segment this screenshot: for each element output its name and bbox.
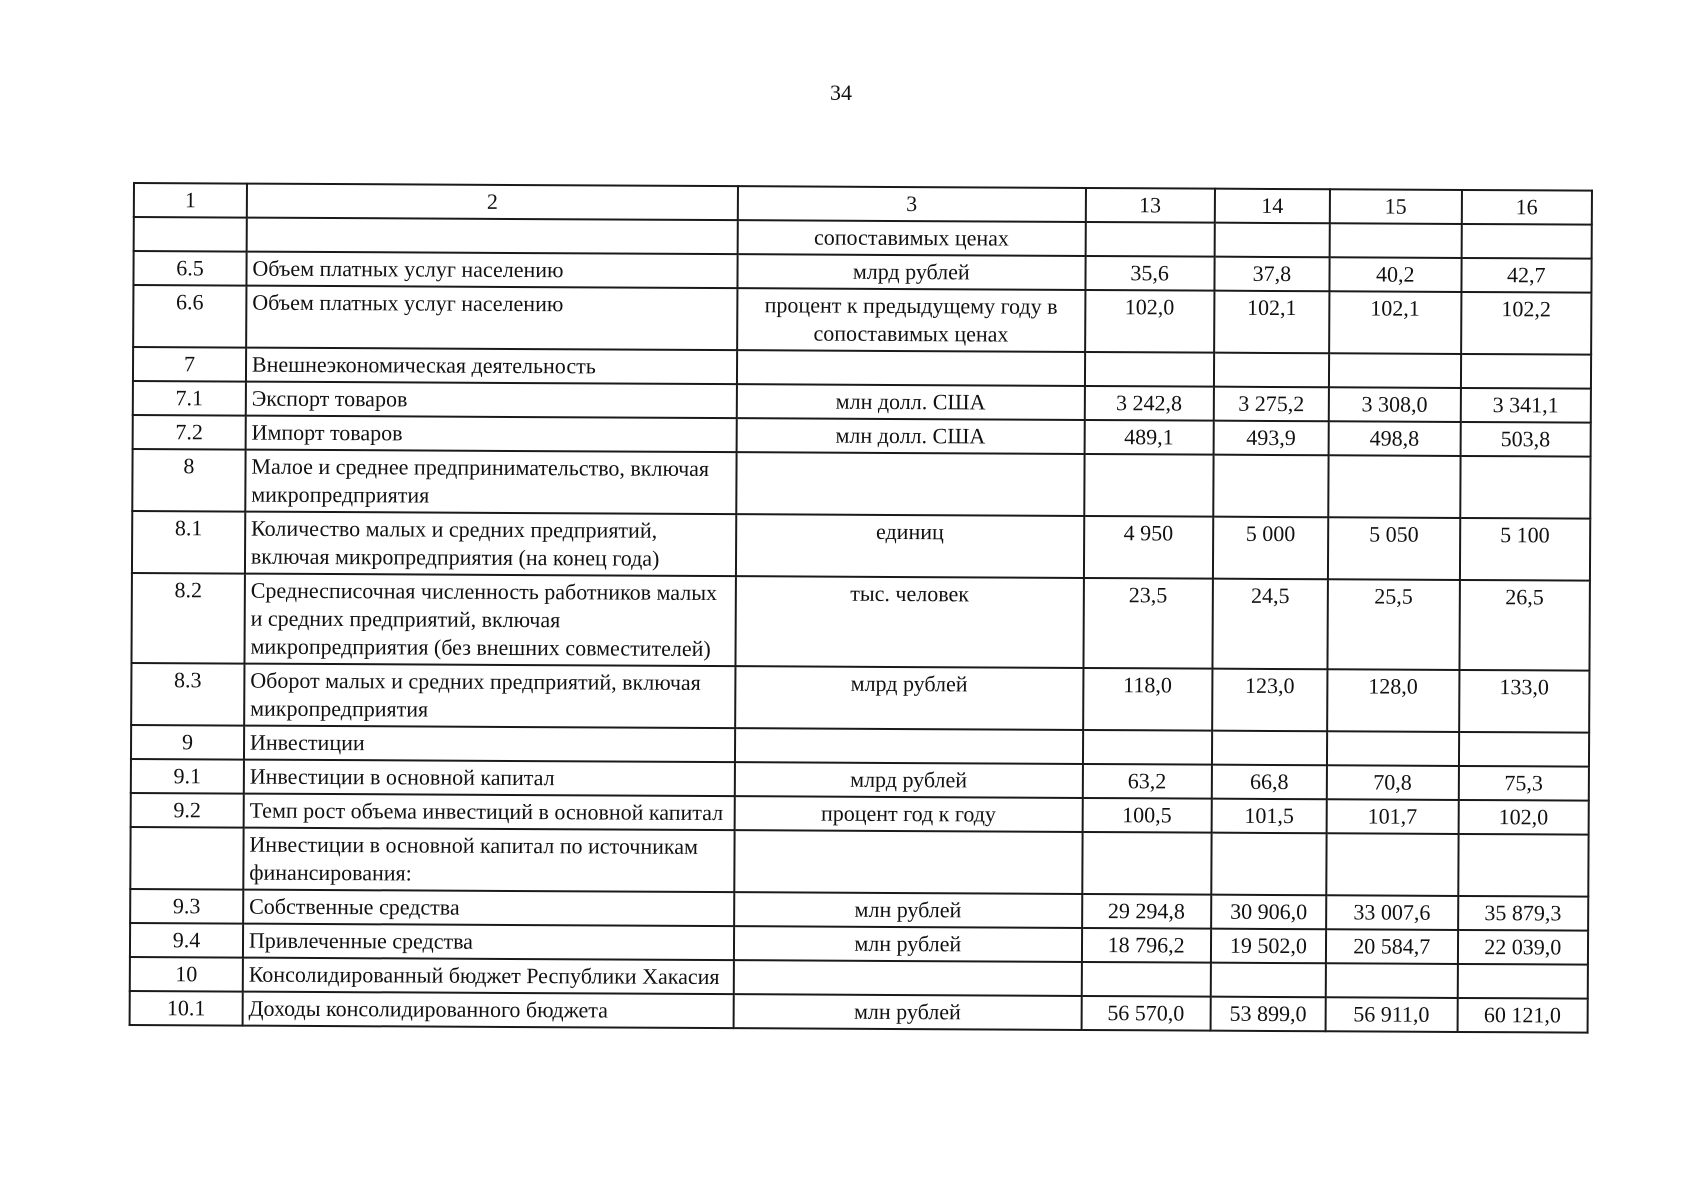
value-col-15-cell: 20 584,7 xyxy=(1326,929,1458,964)
header-cell-col-3: 3 xyxy=(738,186,1086,222)
value-col-15-cell: 5 050 xyxy=(1328,517,1460,580)
value-col-14-cell: 53 899,0 xyxy=(1210,997,1325,1032)
value-col-15-cell xyxy=(1327,731,1459,766)
value-col-16-cell: 42,7 xyxy=(1461,258,1592,293)
value-col-13-cell: 3 242,8 xyxy=(1084,386,1214,421)
row-number-cell: 8 xyxy=(132,449,245,512)
value-col-14-cell: 3 275,2 xyxy=(1214,387,1329,422)
value-col-16-cell: 35 879,3 xyxy=(1458,896,1589,931)
value-col-14-cell: 102,1 xyxy=(1214,291,1329,354)
value-col-16-cell xyxy=(1458,834,1589,897)
value-col-13-cell: 29 294,8 xyxy=(1082,894,1212,929)
row-number-cell: 8.1 xyxy=(132,511,245,574)
row-number-cell: 10.1 xyxy=(130,991,243,1026)
value-col-14-cell xyxy=(1214,353,1329,388)
row-number-cell: 9.4 xyxy=(130,923,243,958)
value-col-14-cell xyxy=(1211,833,1326,896)
row-number-cell: 8.2 xyxy=(131,573,244,664)
value-col-16-cell: 3 341,1 xyxy=(1460,388,1591,423)
indicator-name-cell: Собственные средства xyxy=(243,890,734,927)
row-number-cell xyxy=(130,827,243,890)
value-col-16-cell: 102,2 xyxy=(1461,292,1592,355)
value-col-15-cell xyxy=(1326,963,1458,998)
value-col-15-cell: 33 007,6 xyxy=(1326,895,1458,930)
unit-cell: тыс. человек xyxy=(735,576,1083,668)
value-col-13-cell: 489,1 xyxy=(1084,420,1214,455)
value-col-13-cell: 18 796,2 xyxy=(1081,928,1211,963)
table-row xyxy=(133,285,1591,355)
indicator-name-cell: Экспорт товаров xyxy=(246,382,737,419)
row-number-cell: 8.3 xyxy=(131,663,244,726)
value-col-16-cell: 22 039,0 xyxy=(1457,930,1588,965)
indicator-name-cell: Консолидированный бюджет Республики Хакасия xyxy=(243,958,734,995)
value-col-13-cell xyxy=(1082,730,1212,765)
unit-cell: сопоставимых ценах xyxy=(738,220,1086,256)
unit-cell: млн рублей xyxy=(734,994,1082,1030)
row-number-cell: 9.2 xyxy=(131,793,244,828)
unit-cell: млн долл. США xyxy=(737,384,1085,420)
unit-cell xyxy=(734,830,1082,894)
value-col-14-cell: 123,0 xyxy=(1212,669,1327,732)
row-number-cell: 9.3 xyxy=(130,889,243,924)
value-col-15-cell: 3 308,0 xyxy=(1329,387,1461,422)
value-col-15-cell: 25,5 xyxy=(1327,579,1459,670)
indicator-name-cell: Объем платных услуг населению xyxy=(246,286,737,351)
value-col-15-cell xyxy=(1328,455,1460,518)
indicator-name-cell: Инвестиции в основной капитал по источникам финансирования: xyxy=(243,828,734,893)
value-col-14-cell xyxy=(1213,455,1328,518)
value-col-14-cell xyxy=(1214,223,1329,258)
row-number-cell: 9 xyxy=(131,725,244,760)
value-col-16-cell xyxy=(1460,354,1591,389)
row-number-cell: 7.1 xyxy=(133,381,246,416)
value-col-15-cell: 101,7 xyxy=(1327,799,1459,834)
unit-cell: млн рублей xyxy=(734,926,1082,962)
unit-cell: процент к предыдущему году в сопоставимых ценах xyxy=(737,288,1085,352)
unit-cell: млн рублей xyxy=(734,892,1082,928)
indicator-name-cell: Привлеченные средства xyxy=(243,924,734,961)
value-col-14-cell: 5 000 xyxy=(1213,517,1328,580)
value-col-16-cell: 60 121,0 xyxy=(1457,998,1588,1033)
unit-cell: млрд рублей xyxy=(735,666,1083,730)
page-number: 34 xyxy=(830,80,852,105)
indicator-name-cell: Инвестиции в основной капитал xyxy=(244,760,735,797)
value-col-13-cell: 63,2 xyxy=(1082,764,1212,799)
table-row xyxy=(132,449,1590,519)
value-col-14-cell: 66,8 xyxy=(1212,765,1327,800)
header-cell-col-14: 14 xyxy=(1215,189,1330,224)
indicators-table xyxy=(129,182,1593,1034)
table-row xyxy=(131,573,1589,671)
row-number-cell: 6.5 xyxy=(133,251,246,286)
value-col-16-cell: 75,3 xyxy=(1458,766,1589,801)
value-col-14-cell xyxy=(1211,963,1326,998)
value-col-16-cell xyxy=(1457,964,1588,999)
row-number-cell: 9.1 xyxy=(131,759,244,794)
value-col-15-cell: 56 911,0 xyxy=(1326,997,1458,1032)
table-row xyxy=(132,511,1590,581)
header-cell-col-13: 13 xyxy=(1085,188,1215,223)
indicators-table-wrapper xyxy=(129,182,1593,1034)
value-col-15-cell: 498,8 xyxy=(1329,421,1461,456)
value-col-13-cell: 102,0 xyxy=(1085,290,1215,353)
value-col-16-cell: 5 100 xyxy=(1459,518,1590,581)
indicator-name-cell: Объем платных услуг населению xyxy=(246,252,737,289)
indicator-name-cell: Оборот малых и средних предприятий, включая микропредприятия xyxy=(244,664,735,729)
value-col-16-cell: 503,8 xyxy=(1460,422,1591,457)
unit-cell xyxy=(737,350,1085,386)
unit-cell: млрд рублей xyxy=(737,254,1085,290)
value-col-14-cell: 19 502,0 xyxy=(1211,929,1326,964)
indicator-name-cell xyxy=(247,218,738,255)
unit-cell xyxy=(736,452,1084,516)
value-col-15-cell xyxy=(1329,353,1461,388)
value-col-13-cell xyxy=(1085,222,1215,257)
unit-cell: млн долл. США xyxy=(737,418,1085,454)
row-number-cell: 7.2 xyxy=(133,415,246,450)
row-number-cell: 7 xyxy=(133,347,246,382)
value-col-14-cell: 101,5 xyxy=(1211,799,1326,834)
value-col-16-cell xyxy=(1458,732,1589,767)
indicator-name-cell: Инвестиции xyxy=(244,726,735,763)
unit-cell xyxy=(734,960,1082,996)
indicator-name-cell: Малое и среднее предпринимательство, включая микропредприятия xyxy=(245,450,736,515)
unit-cell: единиц xyxy=(736,514,1084,578)
value-col-13-cell: 4 950 xyxy=(1083,516,1213,579)
value-col-13-cell: 23,5 xyxy=(1083,578,1213,669)
value-col-14-cell xyxy=(1212,731,1327,766)
header-cell-col-15: 15 xyxy=(1330,189,1462,224)
value-col-13-cell xyxy=(1081,962,1211,997)
value-col-15-cell xyxy=(1330,223,1462,258)
table-row xyxy=(130,991,1588,1033)
row-number-cell xyxy=(134,217,247,252)
indicator-name-cell: Доходы консолидированного бюджета xyxy=(242,992,733,1029)
value-col-13-cell: 118,0 xyxy=(1083,668,1213,731)
value-col-16-cell xyxy=(1460,456,1591,519)
indicator-name-cell: Импорт товаров xyxy=(246,416,737,453)
value-col-14-cell: 493,9 xyxy=(1213,421,1328,456)
unit-cell: процент год к году xyxy=(735,796,1083,832)
value-col-15-cell: 102,1 xyxy=(1329,291,1461,354)
row-number-cell: 6.6 xyxy=(133,285,246,348)
value-col-13-cell xyxy=(1084,454,1214,517)
header-cell-col-1: 1 xyxy=(134,183,247,218)
table-row xyxy=(130,827,1588,897)
value-col-13-cell: 100,5 xyxy=(1082,798,1212,833)
value-col-15-cell: 128,0 xyxy=(1327,669,1459,732)
indicator-name-cell: Внешнеэкономическая деятельность xyxy=(246,348,737,385)
table-row xyxy=(131,663,1589,733)
row-number-cell: 10 xyxy=(130,957,243,992)
value-col-15-cell: 40,2 xyxy=(1329,257,1461,292)
unit-cell xyxy=(735,728,1083,764)
unit-cell: млрд рублей xyxy=(735,762,1083,798)
value-col-16-cell: 133,0 xyxy=(1459,670,1590,733)
indicator-name-cell: Количество малых и средних предприятий, включая микропредприятия (на конец года) xyxy=(245,512,736,577)
value-col-13-cell xyxy=(1084,352,1214,387)
header-cell-col-16: 16 xyxy=(1461,190,1592,225)
value-col-14-cell: 30 906,0 xyxy=(1211,895,1326,930)
value-col-15-cell xyxy=(1326,833,1458,896)
indicator-name-cell: Темп рост объема инвестиций в основной капитал xyxy=(244,794,735,831)
indicator-name-cell: Среднесписочная численность работников малых и средних предприятий, включая микропредприятия (без внешних совместителей) xyxy=(244,574,736,667)
header-cell-col-2: 2 xyxy=(247,184,738,221)
value-col-14-cell: 24,5 xyxy=(1212,579,1328,670)
value-col-13-cell xyxy=(1082,832,1212,895)
value-col-16-cell: 102,0 xyxy=(1458,800,1589,835)
value-col-14-cell: 37,8 xyxy=(1214,257,1329,292)
value-col-13-cell: 56 570,0 xyxy=(1081,996,1211,1031)
value-col-16-cell: 26,5 xyxy=(1459,580,1590,671)
value-col-16-cell xyxy=(1461,224,1592,259)
value-col-15-cell: 70,8 xyxy=(1327,765,1459,800)
value-col-13-cell: 35,6 xyxy=(1085,256,1215,291)
